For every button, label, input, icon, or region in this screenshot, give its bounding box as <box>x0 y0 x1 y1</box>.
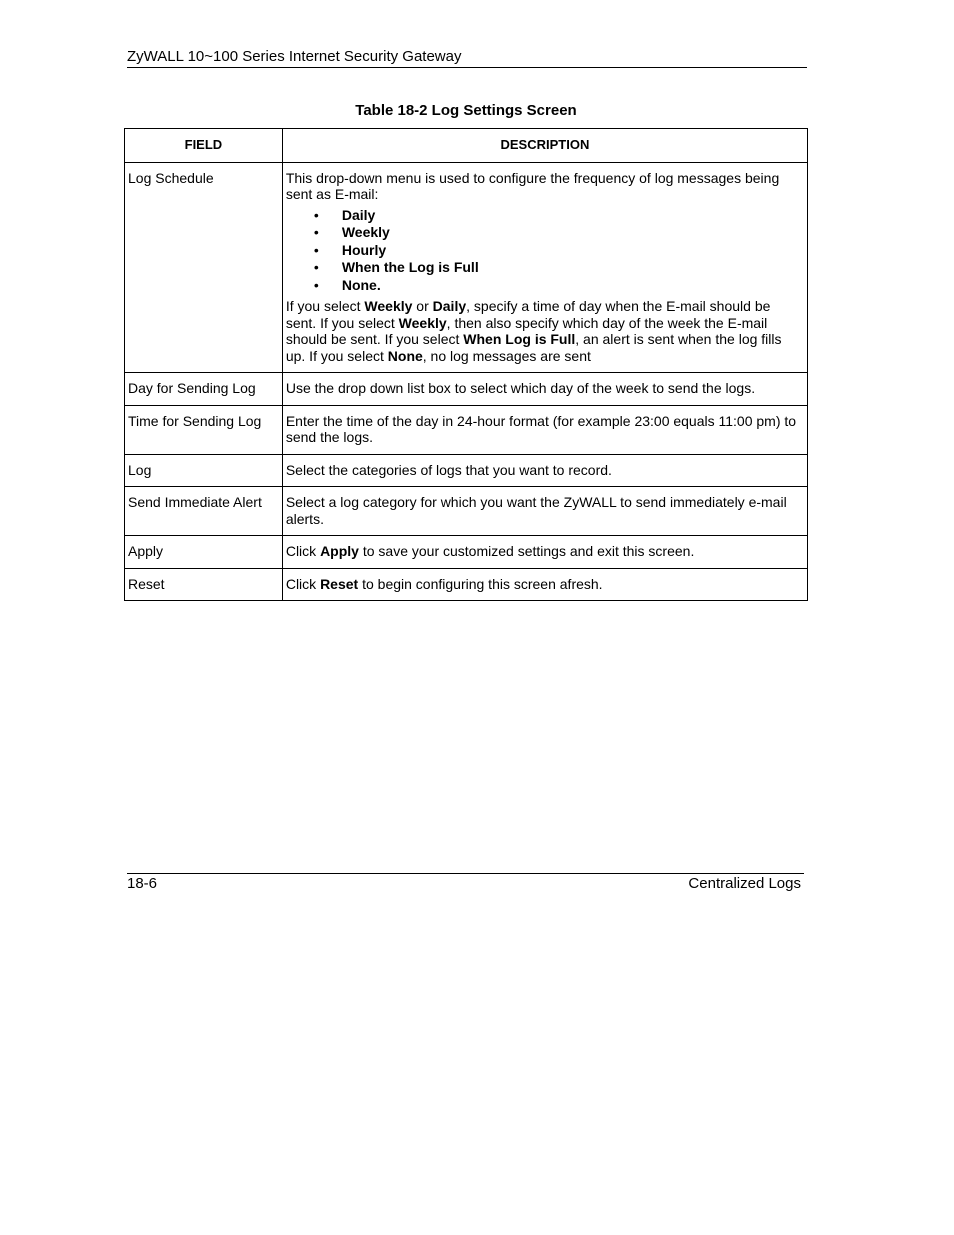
page-header-title: ZyWALL 10~100 Series Internet Security Gateway <box>127 48 462 65</box>
table-row-log-schedule <box>125 162 808 373</box>
list-item <box>286 277 804 295</box>
bullet-icon: • <box>313 241 319 258</box>
list-item <box>286 242 804 260</box>
field-cell: Log <box>125 454 283 487</box>
table-row-log <box>125 454 808 487</box>
text-run: Click <box>285 543 321 559</box>
text-run: , an alert is sent when the log fills up. If you select <box>285 331 782 364</box>
list-item <box>286 207 804 225</box>
column-header-field: FIELD <box>125 129 283 163</box>
bullet-icon: • <box>313 259 319 275</box>
description-cell: Select the categories of logs that you want to record. <box>282 454 807 487</box>
bullet-icon: • <box>313 224 319 240</box>
table-row-send-immediate-alert <box>125 487 808 536</box>
bold-term: Weekly <box>364 298 413 314</box>
option-label: Daily <box>341 206 376 223</box>
log-settings-table <box>124 128 808 601</box>
list-item <box>286 259 804 277</box>
description-intro: This drop-down menu is used to configure the frequency of log messages being sent as E-mail: <box>285 169 780 202</box>
header-divider <box>127 67 807 68</box>
bold-term: Weekly <box>398 314 447 331</box>
table-row-day-for-sending-log <box>125 373 808 406</box>
text-run: Click <box>285 575 321 592</box>
option-label: Hourly <box>341 241 387 258</box>
list-item <box>286 224 804 242</box>
description-cell: Use the drop down list box to select which day of the week to send the logs. <box>282 373 807 406</box>
option-label: When the Log is Full <box>341 259 479 275</box>
page-number: 18-6 <box>127 875 158 892</box>
description-cell: Select a log category for which you want the ZyWALL to send immediately e-mail alerts. <box>282 487 807 536</box>
bold-term: Reset <box>320 575 359 592</box>
option-label: None. <box>341 276 381 293</box>
schedule-options-list <box>286 207 804 295</box>
text-run: or <box>412 298 433 314</box>
field-cell: Send Immediate Alert <box>125 487 283 536</box>
table-row-apply <box>125 536 808 569</box>
text-run: to begin configuring this screen afresh. <box>358 575 603 592</box>
table-header-row <box>125 129 808 163</box>
field-cell: Reset <box>125 568 283 601</box>
field-cell: Apply <box>125 536 283 569</box>
text-run: If you select <box>285 298 365 314</box>
bold-term: None <box>387 347 423 364</box>
text-run: , no log messages are sent <box>422 347 591 364</box>
bold-term: Apply <box>320 543 359 559</box>
description-cell <box>282 162 807 373</box>
column-header-description: DESCRIPTION <box>282 129 807 163</box>
description-cell <box>282 536 807 569</box>
field-cell: Log Schedule <box>125 162 283 373</box>
bullet-icon: • <box>313 206 319 223</box>
option-label: Weekly <box>341 224 390 240</box>
text-run: , specify a time of day when the E-mail should be sent. If you select <box>285 298 771 331</box>
text-run: to save your customized settings and exit this screen. <box>358 543 695 559</box>
section-name: Centralized Logs <box>688 875 801 892</box>
bold-term: Daily <box>432 298 467 314</box>
text-run: , then also specify which day of the week the E-mail should be sent. If you select <box>285 314 768 347</box>
table-row-time-for-sending-log <box>125 405 808 454</box>
field-cell: Day for Sending Log <box>125 373 283 406</box>
description-cell <box>282 568 807 601</box>
field-cell: Time for Sending Log <box>125 405 283 454</box>
description-detail <box>286 298 804 364</box>
table-row-reset <box>125 568 808 601</box>
table-caption: Table 18-2 Log Settings Screen <box>355 102 577 119</box>
description-cell: Enter the time of the day in 24-hour format (for example 23:00 equals 11:00 pm) to send the logs. <box>282 405 807 454</box>
bullet-icon: • <box>313 276 319 293</box>
bold-term: When Log is Full <box>463 331 576 347</box>
